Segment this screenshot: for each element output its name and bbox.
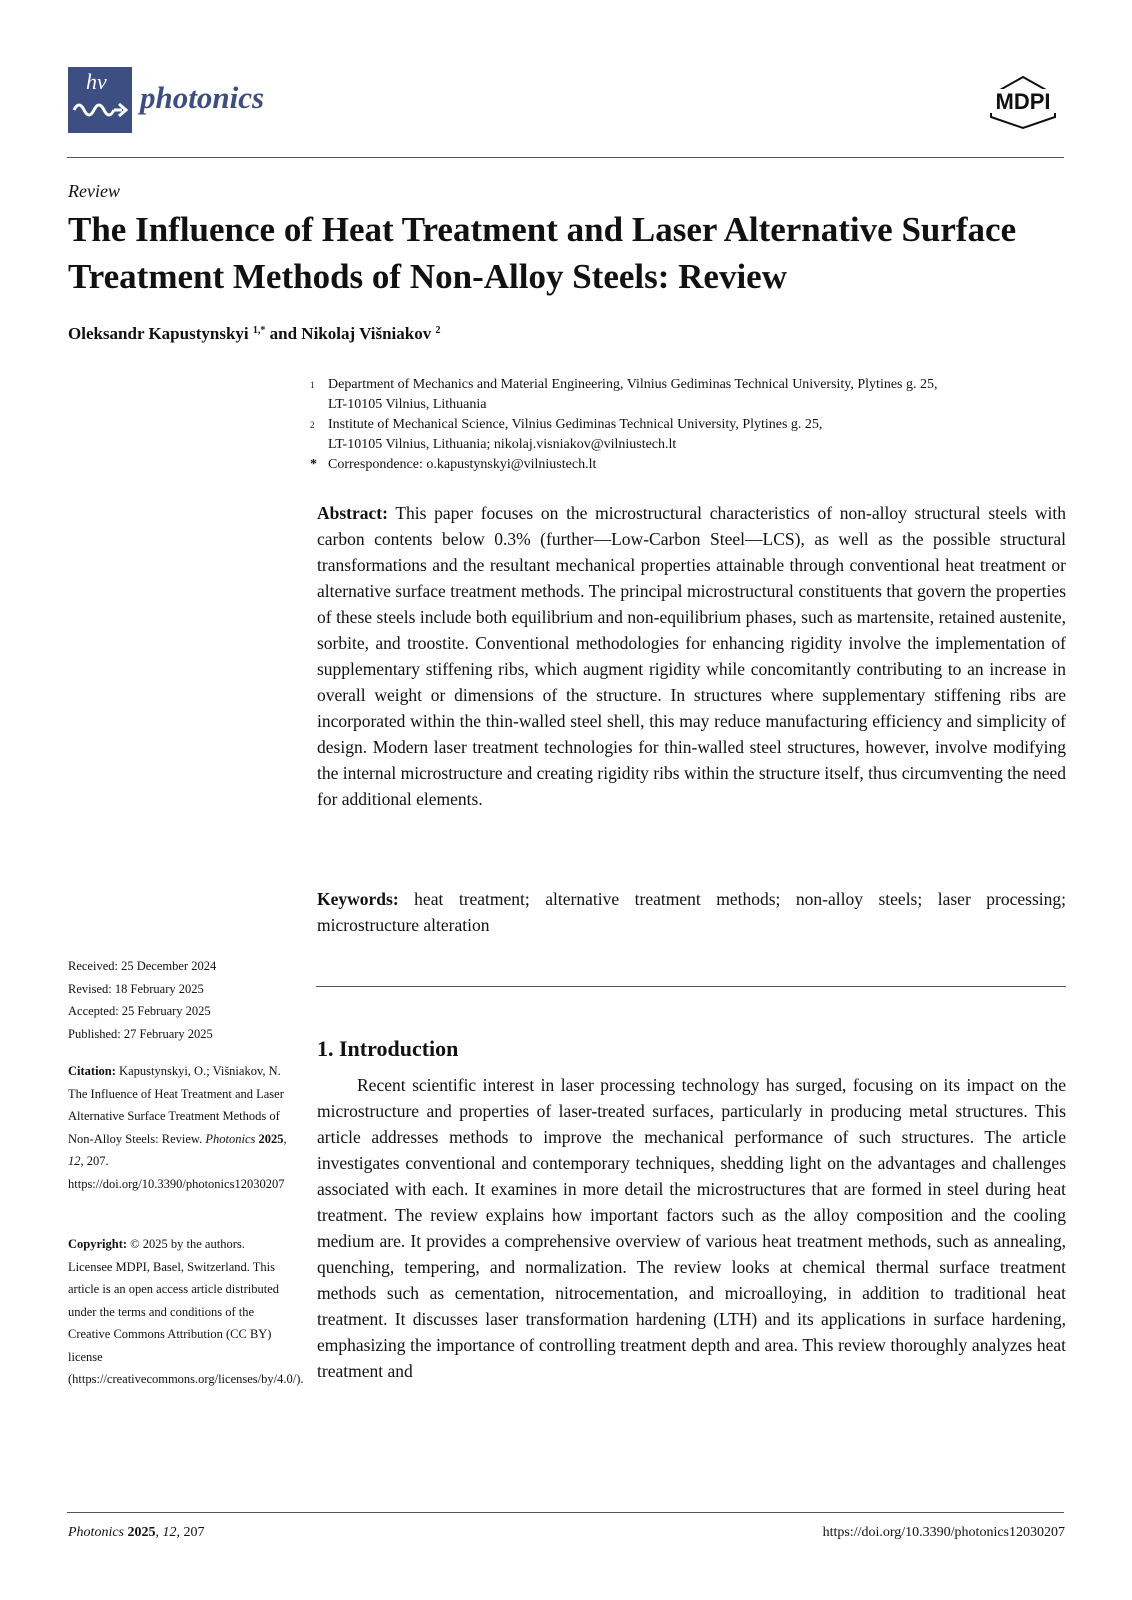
author-name: Oleksandr Kapustynskyi [68,324,249,343]
affiliation-line: Institute of Mechanical Science, Vilnius Gediminas Technical University, Plytines g. 25, [328,417,823,432]
citation-label: Citation: [68,1064,116,1078]
keywords [317,886,1066,938]
citation-doi: , 207. https://doi.org/10.3390/photonics12030207 [68,1154,285,1191]
published-date: Published: 27 February 2025 [68,1026,213,1041]
author-conjunction: and [269,324,298,343]
publication-dates [68,955,288,1045]
introduction-paragraph: Recent scientific interest in laser processing technology has surged, focusing on its impact on the microstructure and properties of laser-treated surfaces, particularly in producing metal structures. This article addresses methods to improve the mechanical performance of such structures. The article investigates conventional and contemporary techniques, shedding light on the advantages and challenges associated with each. It examines in more detail the microstructures that are formed in steel during heat treatment. The review explains how important factors such as the alloy composition and the cooling medium are. It provides a comprehensive overview of various heat treatment methods, such as annealing, quenching, tempering, and normalization. The review looks at chemical thermal surface treatment methods such as cementation, nitrocementation, and microalloying, in addition to traditional heat treatment. It discusses laser transformation hardening (LTH) and its applications in surface hardening, emphasizing the importance of controlling treatment depth and area. This review thoroughly analyzes heat treatment and [317,1075,1066,1381]
affiliation-email: LT-10105 Vilnius, Lithuania; nikolaj.visniakov@vilniustech.lt [328,437,677,452]
abstract [317,500,1066,812]
title-line-1: The Influence of Heat Treatment and Laser Alternative Surface [68,210,1017,249]
accepted-date: Accepted: 25 February 2025 [68,1004,211,1018]
section-heading: 1. Introduction [317,1036,459,1061]
received-date: Received: 25 December 2024 [68,959,217,973]
citation-block: Citation: Kapustynskyi, O.; Višniakov, N. The Influence of Heat Treatment and Laser Alternative Surface Treatment Methods of Non-Alloy Steels: Review. Photonics 2025, 12, 207. https://doi.org/10.3390/photonics12030207 [68,1064,287,1191]
footer-volume: 12 [162,1525,177,1540]
keywords-text: heat treatment; alternative treatment methods; non-alloy steels; laser processing; microstructure alteration [317,889,1066,935]
mdpi-logo-icon [983,74,1063,130]
citation-text: Kapustynskyi, O.; Višniakov, N. The Influence of Heat Treatment and Laser Alternative Surface Treatment Methods of Non-Alloy Steels: Review. [68,1064,284,1146]
affiliation-mark: 1 [310,380,315,390]
title-line-2: Treatment Methods of Non-Alloy Steels: Review [68,257,787,296]
keywords-label: Keywords: [317,889,399,909]
publisher-name: MDPI [995,89,1051,114]
header-divider [67,157,1064,158]
author-affiliation-mark: 2 [435,325,441,336]
footer-year: 2025 [127,1525,156,1540]
footer-divider [67,1512,1064,1513]
wave-arrow-icon [68,67,132,133]
abstract-text: This paper focuses on the microstructural characteristics of non-alloy structural steels with carbon contents below 0.3% (further—Low-Carbon Steel—LCS), as well as the possible structural transformations and the resultant mechanical properties attainable through conventional heat treatment or alternative surface treatment methods. The principal microstructural constituents that govern the properties of these steels include both equilibrium and non-equilibrium phases, such as martensite, retained austenite, sorbite, and troostite. Conventional methodologies for enhancing rigidity involve the implementation of supplementary stiffening ribs, which augment rigidity while concomitantly contributing to an increase in overall weight or dimensions of the structure. In structures where supplementary stiffening ribs are incorporated within the thin-walled steel shell, this may reduce manufacturing efficiency and simplicity of design. Modern laser treatment technologies for thin-walled steel structures, however, involve modifying the internal microstructure and creating rigidity ribs within the structure itself, thus circumventing the need for additional elements. [317,503,1067,809]
footer-doi-link[interactable]: https://doi.org/10.3390/photonics12030207 [822,1525,1065,1540]
citation-volume: 12 [68,1154,81,1168]
citation-year: 2025 [258,1131,284,1146]
journal-name: photonics [140,80,265,115]
footer-article: , 207 [176,1525,205,1540]
copyright-text: © 2025 by the authors. Licensee MDPI, Basel, Switzerland. This article is an open access article distributed under the terms and conditions of the Creative Commons Attribution (CC BY) license (https://creativecommons.org/licenses/by/4.0/). [68,1237,304,1386]
copyright-label: Copyright: [68,1237,128,1251]
author-affiliation-mark: 1,* [252,325,266,336]
copyright-block [68,1233,304,1391]
citation-journal: Photonics [205,1131,256,1146]
correspondence [310,455,1070,475]
journal-logo [68,67,132,133]
article-type: Review [68,181,120,201]
revised-date: Revised: 18 February 2025 [68,981,204,996]
logo-mark: hv [86,69,107,94]
affiliation-mark: 2 [310,420,315,430]
publisher-logo [983,74,1063,135]
affiliation-line: LT-10105 Vilnius, Lithuania [328,397,487,412]
section-divider [316,986,1066,987]
abstract-label: Abstract: [317,503,388,523]
footer-citation: Photonics 2025, 12, 207 [68,1525,205,1540]
affiliation-line: Department of Mechanics and Material Engineering, Vilnius Gediminas Technical University, Plytines g. 25, [328,377,938,392]
affiliation-1 [310,375,1070,415]
article-title [68,206,1068,300]
footer-journal: Photonics [68,1525,124,1540]
author-name: Nikolaj Višniakov [301,324,432,343]
correspondence-mark: * [310,457,317,472]
affiliation-2 [310,415,1070,455]
correspondence-email: Correspondence: o.kapustynskyi@vilniustech.lt [328,457,597,472]
author-list [68,324,440,344]
